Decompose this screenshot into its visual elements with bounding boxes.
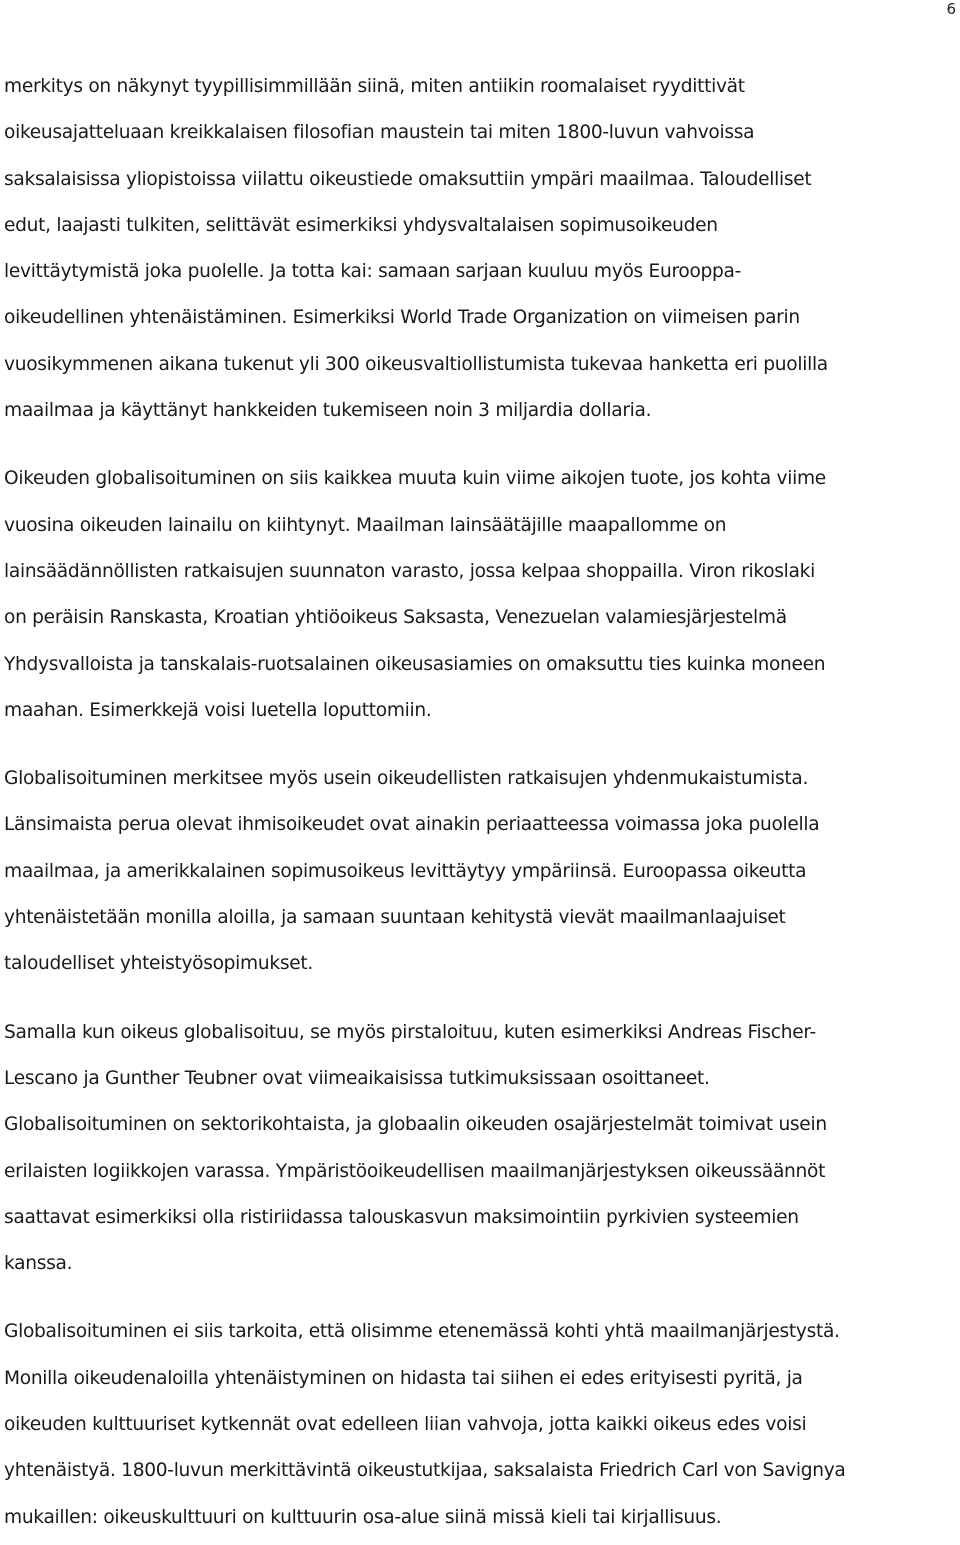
text-line: Globalisoituminen merkitsee myös usein oikeudellisten ratkaisujen yhdenmukaistumista. [4, 768, 809, 790]
text-line: mukaillen: oikeuskulttuuri on kulttuurin osa-alue siinä missä kieli tai kirjallisuus. [4, 1506, 722, 1528]
paragraph-gap [4, 438, 958, 460]
text-line: yhtenäistetään monilla aloilla, ja samaan suuntaan kehitystä vievät maailmanlaajuiset [4, 907, 786, 929]
text-line: Globalisoituminen ei siis tarkoita, että olisimme etenemässä kohti yhtä maailmanjärjestystä. [4, 1321, 840, 1343]
text-line: yhtenäistyä. 1800-luvun merkittävintä oikeustutkijaa, saksalaista Friedrich Carl von Savignya [4, 1460, 846, 1482]
text-line: on peräisin Ranskasta, Kroatian yhtiöoikeus Saksasta, Venezuelan valamiesjärjestelmä [4, 607, 787, 629]
paragraph-gap [4, 992, 958, 1014]
text-line: oikeudellinen yhtenäistäminen. Esimerkiksi World Trade Organization on viimeisen parin [4, 307, 800, 329]
text-line: erilaisten logiikkojen varassa. Ympäristöoikeudellisen maailmanjärjestyksen oikeussäännöt [4, 1160, 826, 1182]
text-line: Länsimaista perua olevat ihmisoikeudet ovat ainakin periaatteessa voimassa joka puolella [4, 814, 820, 836]
text-line: merkitys on näkynyt tyypillisimmillään siinä, miten antiikin roomalaiset ryydittivät [4, 76, 745, 97]
paragraph-1 [4, 68, 958, 438]
text-line: Samalla kun oikeus globalisoituu, se myös pirstaloituu, kuten esimerkiksi Andreas Fischer- [4, 1021, 816, 1043]
text-line: edut, laajasti tulkiten, selittävät esimerkiksi yhdysvaltalaisen sopimusoikeuden [4, 214, 718, 236]
text-line: oikeusajatteluaan kreikkalaisen filosofian maustein tai miten 1800-luvun vahvoissa [4, 122, 755, 144]
text-line: Yhdysvalloista ja tanskalais-ruotsalainen oikeusasiamies on omaksuttu ties kuinka moneen [4, 653, 826, 675]
text-line: Monilla oikeudenaloilla yhtenäistyminen on hidasta tai siihen ei edes erityisesti pyritä, ja [4, 1367, 803, 1389]
text-line: maailmaa ja käyttänyt hankkeiden tukemiseen noin 3 miljardia dollaria. [4, 400, 652, 422]
paragraph-2 [4, 460, 958, 738]
text-line: saksalaisissa yliopistoissa viilattu oikeustiede omaksuttiin ympäri maailmaa. Taloudelliset [4, 168, 812, 190]
text-line: Globalisoituminen on sektorikohtaista, ja globaalin oikeuden osajärjestelmät toimivat usein [4, 1114, 827, 1136]
paragraph-5 [4, 1313, 958, 1544]
text-line: levittäytymistä joka puolelle. Ja totta kai: samaan sarjaan kuuluu myös Eurooppa- [4, 261, 742, 283]
text-line: vuosina oikeuden lainailu on kiihtynyt. Maailman lainsäätäjille maapallomme on [4, 514, 727, 536]
paragraph-gap [4, 738, 958, 760]
document-body [4, 68, 958, 1545]
paragraph-gap [4, 1291, 958, 1313]
text-line: Oikeuden globalisoituminen on siis kaikkea muuta kuin viime aikojen tuote, jos kohta viime [4, 468, 826, 490]
text-line: saattavat esimerkiksi olla ristiriidassa talouskasvun maksimointiin pyrkivien systeemien [4, 1206, 799, 1228]
paragraph-3 [4, 760, 958, 991]
text-line: lainsäädännöllisten ratkaisujen suunnaton varasto, jossa kelpaa shoppailla. Viron rikoslaki [4, 560, 815, 582]
text-line: Lescano ja Gunther Teubner ovat viimeaikaisissa tutkimuksissaan osoittaneet. [4, 1067, 710, 1089]
text-line: oikeuden kulttuuriset kytkennät ovat edelleen liian vahvoja, jotta kaikki oikeus edes voisi [4, 1414, 807, 1436]
text-line: maahan. Esimerkkejä voisi luetella loputtomiin. [4, 699, 432, 721]
text-line: kanssa. [4, 1253, 73, 1275]
paragraph-4 [4, 1014, 958, 1292]
page-number: 6 [946, 0, 956, 18]
text-line: taloudelliset yhteistyösopimukset. [4, 953, 313, 975]
text-line: maailmaa, ja amerikkalainen sopimusoikeus levittäytyy ympäriinsä. Euroopassa oikeutta [4, 860, 807, 882]
text-line: vuosikymmenen aikana tukenut yli 300 oikeusvaltiollistumista tukevaa hanketta eri puolilla [4, 353, 828, 375]
